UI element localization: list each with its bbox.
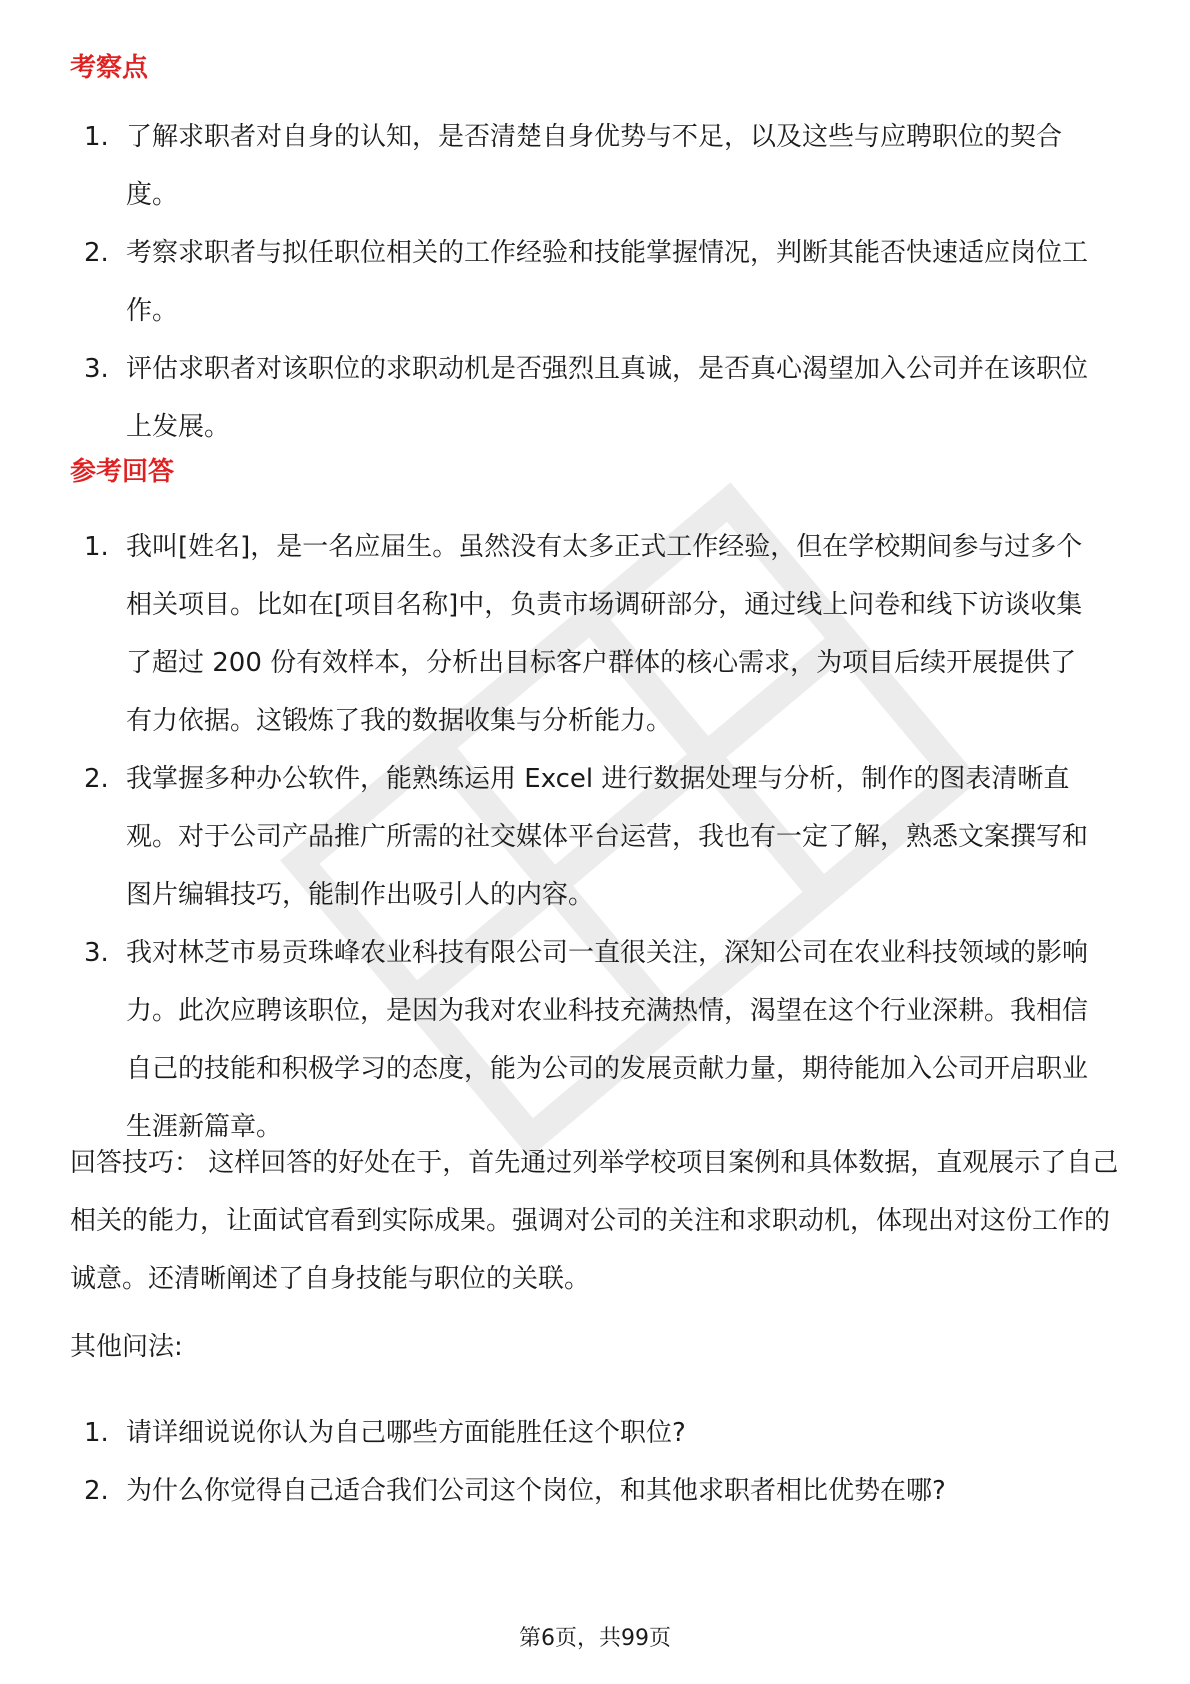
list-number: 2. bbox=[84, 238, 109, 268]
list-item bbox=[0, 108, 1190, 224]
list-kaocha bbox=[0, 108, 1190, 456]
list-number: 2. bbox=[84, 1476, 109, 1506]
list-item bbox=[0, 340, 1190, 456]
list-number: 3. bbox=[84, 938, 109, 968]
list-item-text: 请详细说说你认为自己哪些方面能胜任这个职位? bbox=[126, 1418, 686, 1448]
list-item-text: 我掌握多种办公软件，能熟练运用 Excel 进行数据处理与分析，制作的图表清晰直观。对于公司产品推广所需的社交媒体平台运营，我也有一定了解，熟悉文案撰写和图片编辑技巧，能制作出吸引人的内容。 bbox=[126, 764, 1089, 910]
other-questions-title: 其他问法: bbox=[70, 1332, 183, 1362]
page-number-footer: 第6页，共99页 bbox=[519, 1626, 671, 1651]
answer-tips-paragraph: 回答技巧： 这样回答的好处在于，首先通过列举学校项目案例和具体数据，直观展示了自己相关的能力，让面试官看到实际成果。强调对公司的关注和求职动机，体现出对这份工作的诚意。还清晰阐述了自身技能与职位的关联。 bbox=[70, 1148, 1119, 1294]
list-item-text: 为什么你觉得自己适合我们公司这个岗位，和其他求职者相比优势在哪? bbox=[126, 1476, 946, 1506]
section-title-kaocha: 考察点 bbox=[70, 53, 149, 83]
list-item bbox=[0, 1404, 1190, 1462]
list-number: 1. bbox=[84, 122, 109, 152]
list-item-text: 评估求职者对该职位的求职动机是否强烈且真诚，是否真心渴望加入公司并在该职位上发展。 bbox=[126, 354, 1089, 442]
list-number: 2. bbox=[84, 764, 109, 794]
list-item bbox=[0, 224, 1190, 340]
list-number: 3. bbox=[84, 354, 109, 384]
list-cankao bbox=[0, 518, 1190, 1156]
list-item bbox=[0, 924, 1190, 1156]
list-number: 1. bbox=[84, 532, 109, 562]
section-title-cankao: 参考回答 bbox=[70, 457, 175, 487]
list-item bbox=[0, 750, 1190, 924]
list-item bbox=[0, 518, 1190, 750]
list-other bbox=[0, 1404, 1190, 1520]
list-item-text: 我叫[姓名]，是一名应届生。虽然没有太多正式工作经验，但在学校期间参与过多个相关项目。比如在[项目名称]中，负责市场调研部分，通过线上问卷和线下访谈收集了超过 200 份有效样本，分析出目标客户群体的核心需求，为项目后续开展提供了有力依据。这锻炼了我的数据收集与分析能力。 bbox=[126, 532, 1083, 736]
list-item-text: 了解求职者对自身的认知，是否清楚自身优势与不足，以及这些与应聘职位的契合度。 bbox=[126, 122, 1063, 210]
list-number: 1. bbox=[84, 1418, 109, 1448]
list-item-text: 我对林芝市易贡珠峰农业科技有限公司一直很关注，深知公司在农业科技领域的影响力。此次应聘该职位，是因为我对农业科技充满热情，渴望在这个行业深耕。我相信自己的技能和积极学习的态度，能为公司的发展贡献力量，期待能加入公司开启职业生涯新篇章。 bbox=[126, 938, 1089, 1142]
list-item-text: 考察求职者与拟任职位相关的工作经验和技能掌握情况，判断其能否快速适应岗位工作。 bbox=[126, 238, 1089, 326]
list-item bbox=[0, 1462, 1190, 1520]
